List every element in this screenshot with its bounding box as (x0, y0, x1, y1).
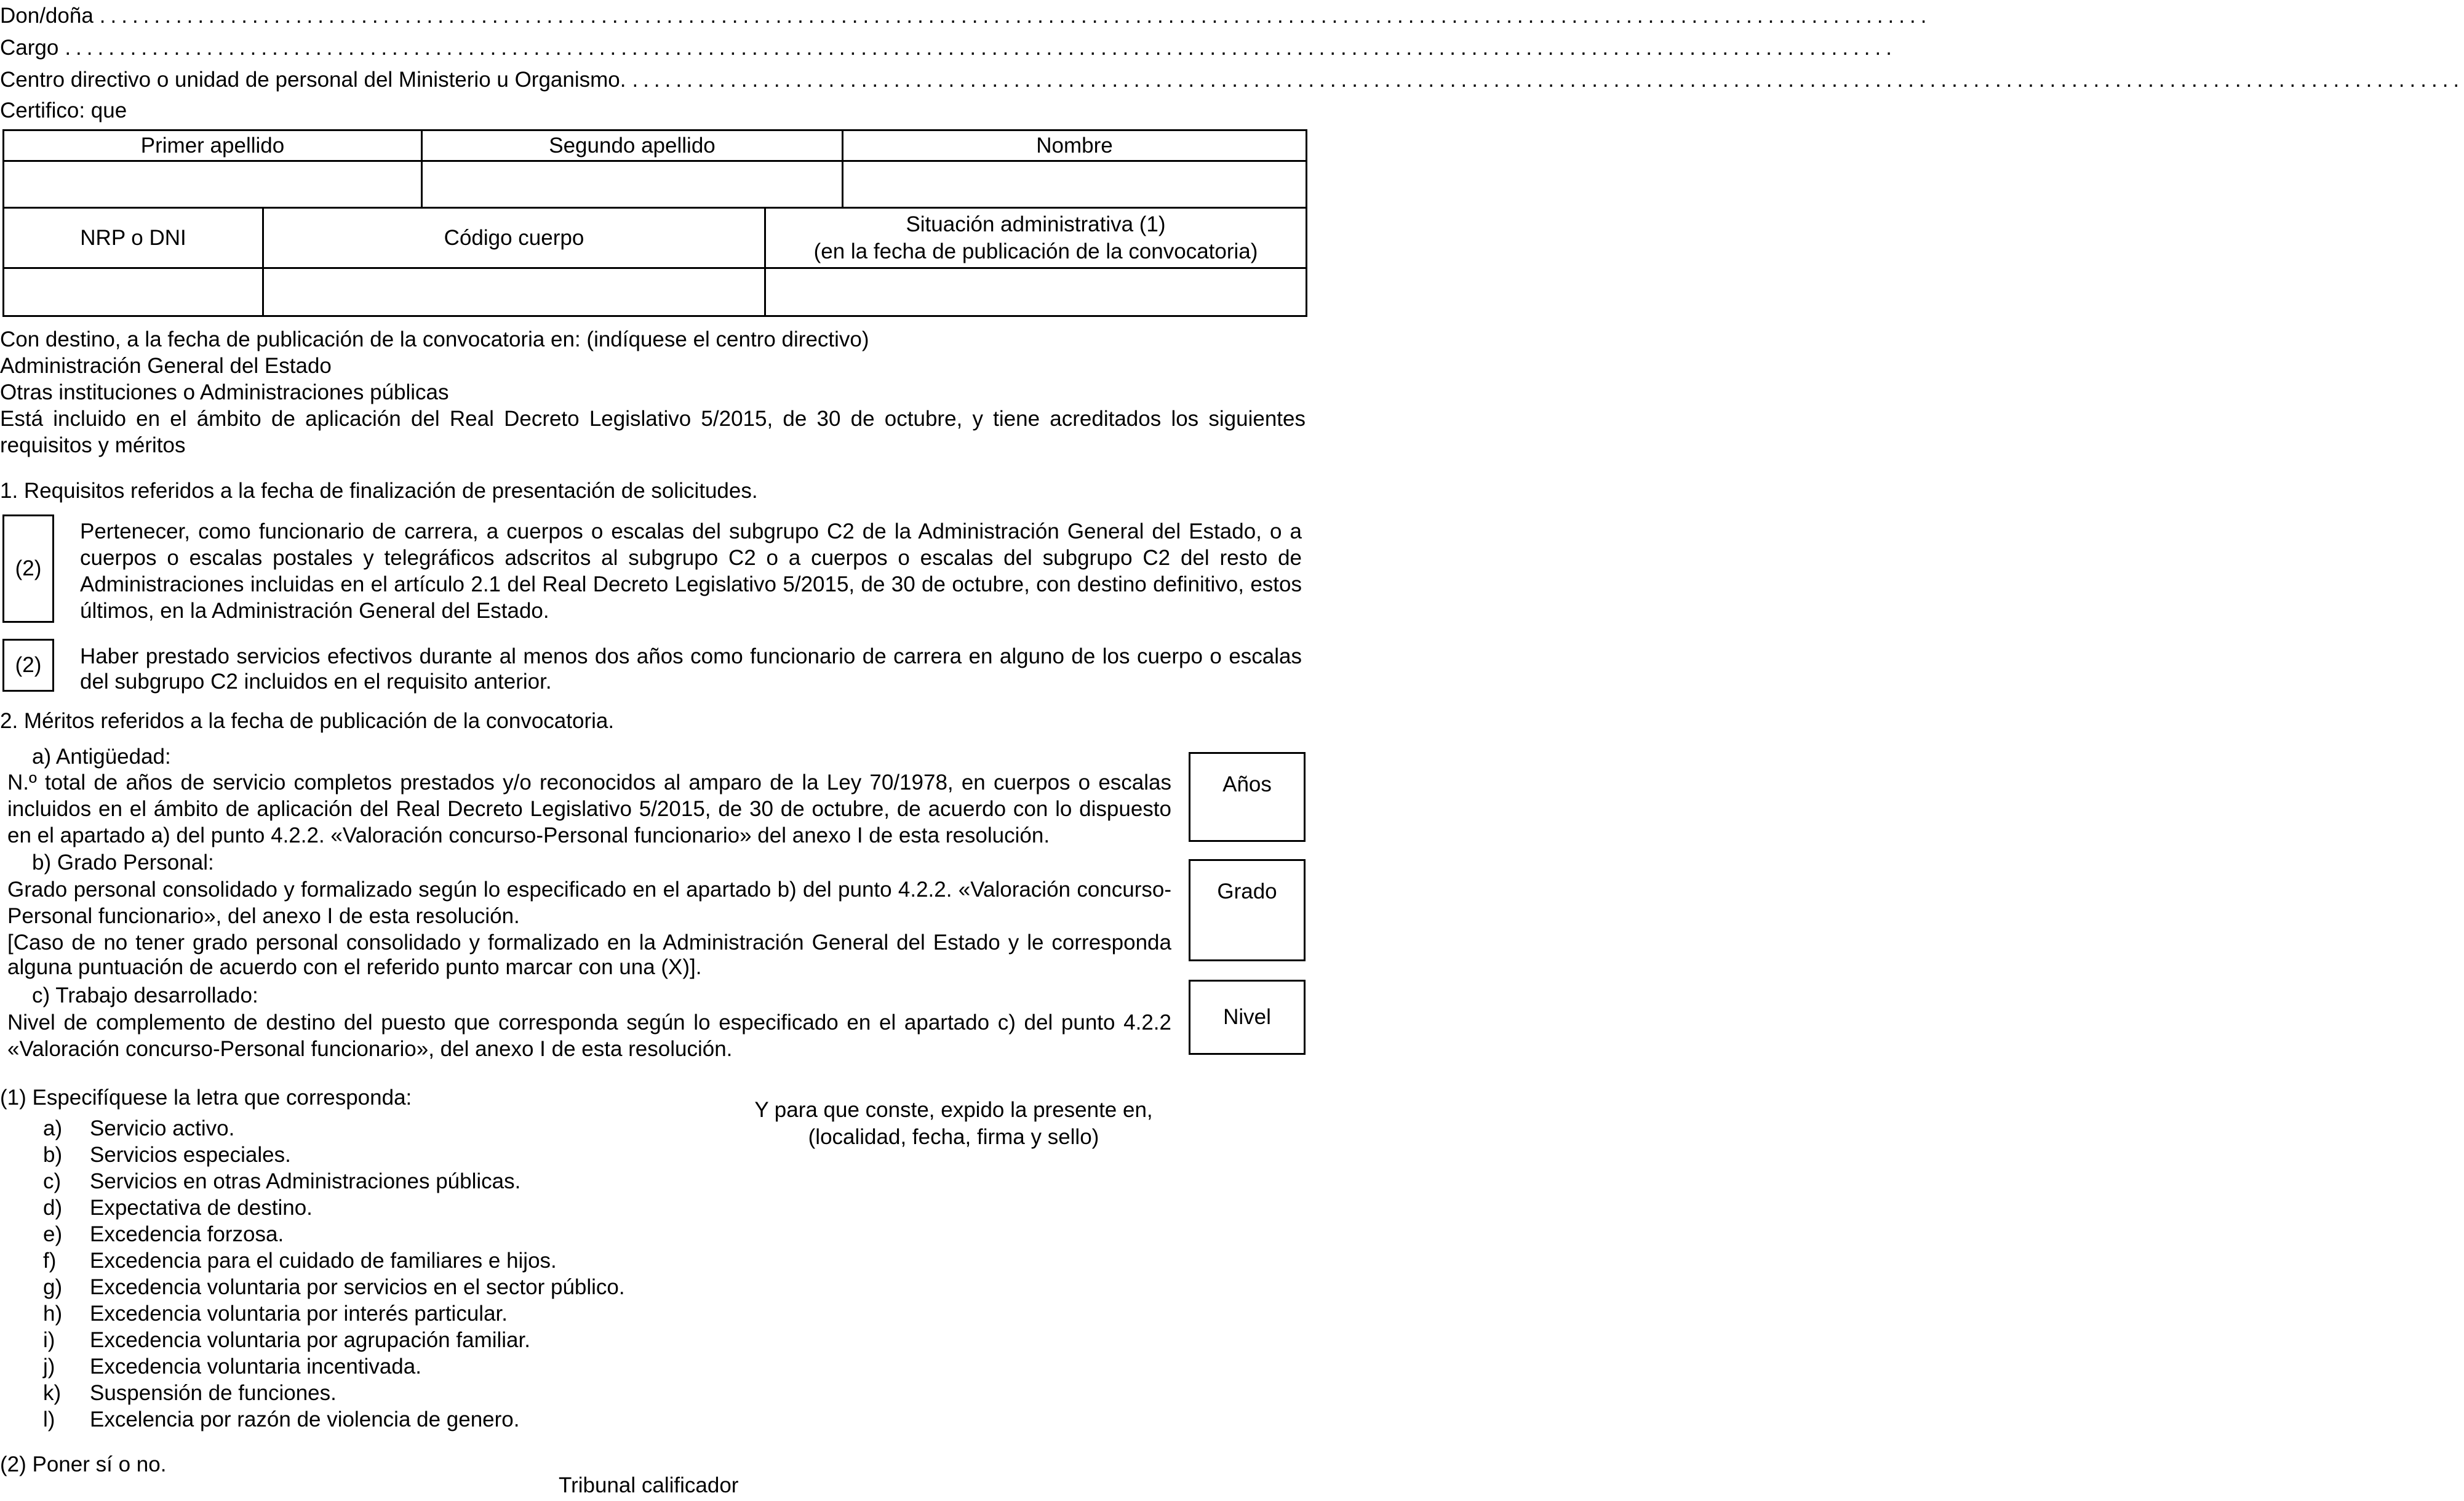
situacion-option (43, 1115, 234, 1142)
header-nrp-dni: NRP o DNI (4, 208, 263, 268)
situacion-option (43, 1221, 284, 1248)
situacion-option-text: Servicios especiales. (90, 1143, 291, 1167)
meritos-title: 2. Méritos referidos a la fecha de publicación de la convocatoria. (0, 709, 615, 733)
situacion-option-letter: g) (43, 1275, 63, 1299)
header-codigo-cuerpo: Código cuerpo (263, 208, 765, 268)
destino-line3: Otras instituciones o Administraciones públicas (0, 380, 449, 404)
situacion-option-text: Excedencia voluntaria incentivada. (90, 1355, 421, 1379)
cargo-line (0, 34, 1897, 62)
names-table (2, 129, 1307, 209)
certifico-text: Certifico: que (0, 98, 127, 122)
closing-block (677, 1097, 1230, 1151)
requisito1-text: Pertenecer, como funcionario de carrera, a cuerpos o escalas del subgrupo C2 de la Administración General del Estado, o a cuerpos o escalas postales y telegráficos adscritos al subgrupo C2 o a cuerpos o escalas del subgrupo C2 del resto de Administraciones incluidas en el artículo 2.1 del Real Decreto Legislativo 5/2015, de 30 de octubre, con destino definitivo, estos últimos, en la Administración General del Estado. (80, 519, 1302, 623)
closing-line1: Y para que conste, expido la presente en, (754, 1098, 1153, 1122)
don-label: Don/doña (0, 4, 94, 28)
cell-primer-apellido[interactable] (4, 161, 422, 208)
requisito2-box[interactable] (2, 639, 54, 692)
situacion-option (43, 1300, 508, 1327)
situacion-option-letter: b) (43, 1143, 63, 1167)
situacion-option-text: Servicios en otras Administraciones públicas. (90, 1169, 521, 1193)
situacion-option (43, 1327, 530, 1354)
situacion-line2: (en la fecha de publicación de la convocatoria) (813, 239, 1258, 263)
situacion-option-text: Servicio activo. (90, 1116, 235, 1140)
situacion-option-letter: c) (43, 1169, 62, 1193)
note1-title: (1) Especifíquese la letra que corresponda: (0, 1086, 412, 1110)
situacion-option (43, 1353, 421, 1380)
situacion-option-letter: j) (43, 1355, 55, 1379)
situacion-option-text: Excedencia voluntaria por interés particular. (90, 1302, 508, 1326)
anos-label: Años (1222, 772, 1272, 796)
situacion-option-text: Excedencia para el cuidado de familiares e hijos. (90, 1249, 557, 1273)
header-situacion-administrativa (765, 208, 1307, 268)
grado-label: Grado (1217, 879, 1277, 903)
header-nombre: Nombre (843, 130, 1307, 161)
destino-line2: Administración General del Estado (0, 354, 332, 378)
cell-nombre[interactable] (843, 161, 1307, 208)
situacion-option-text: Suspensión de funciones. (90, 1381, 337, 1405)
situacion-option-letter: a) (43, 1116, 63, 1140)
situacion-line1: Situación administrativa (1) (906, 212, 1166, 236)
note2: (2) Poner sí o no. (0, 1452, 167, 1476)
situacion-option (43, 1142, 291, 1169)
situacion-option-letter: h) (43, 1302, 63, 1326)
requisito1-box-label: (2) (15, 556, 42, 581)
don-fill-dots[interactable]: ........................................................................................................................................................................ (99, 4, 1932, 28)
destino-block (0, 326, 1306, 458)
situacion-option (43, 1247, 557, 1275)
centro-label: Centro directivo o unidad de personal del Ministerio u Organismo. (0, 68, 626, 92)
tribunal-label: Tribunal calificador (559, 1473, 739, 1497)
antiguedad-text: N.º total de años de servicio completos prestados y/o reconocidos al amparo de la Ley 70/1978, en cuerpos o escalas incluidos en el ámbito de aplicación del Real Decreto Legislativo 5/2015, de 30 de octubre, de acuerdo con lo dispuesto en el apartado a) del punto 4.2.2. «Valoración concurso-Personal funcionario» del anexo I de esta resolución. (7, 771, 1171, 847)
anos-box[interactable] (1189, 752, 1306, 842)
trabajo-text: Nivel de complemento de destino del puesto que corresponda según lo especificado en el apartado c) del punto 4.2.2 «Valoración concurso-Personal funcionario», del anexo I de esta resolución. (7, 1011, 1171, 1061)
requisitos-title: 1. Requisitos referidos a la fecha de finalización de presentación de solicitudes. (0, 479, 758, 503)
header-primer-apellido: Primer apellido (4, 130, 422, 161)
nivel-label: Nivel (1223, 1005, 1271, 1030)
situacion-option (43, 1168, 520, 1195)
situacion-option-letter: i) (43, 1328, 55, 1352)
grado-title: b) Grado Personal: (32, 851, 214, 875)
don-line (0, 2, 1932, 30)
cell-situacion[interactable] (765, 268, 1307, 316)
centro-fill-dots[interactable]: ........................................................................................................................................................................ (632, 68, 2464, 92)
situacion-option-text: Excedencia voluntaria por servicios en el sector público. (90, 1275, 625, 1299)
cargo-label: Cargo (0, 36, 59, 60)
situacion-option-text: Expectativa de destino. (90, 1196, 313, 1220)
situacion-option (43, 1380, 337, 1407)
nivel-box[interactable] (1189, 980, 1306, 1055)
trabajo-title: c) Trabajo desarrollado: (32, 983, 258, 1007)
destino-line4: Está incluido en el ámbito de aplicación del Real Decreto Legislativo 5/2015, de 30 de octubre, y tiene acreditados los siguientes requisitos y méritos (0, 407, 1306, 457)
requisito2-text: Haber prestado servicios efectivos durante al menos dos años como funcionario de carrera en alguno de los cuerpo o escalas del subgrupo C2 incluidos en el requisito anterior. (80, 644, 1302, 694)
centro-line (0, 66, 2464, 94)
requisito2-box-label: (2) (15, 653, 42, 678)
cell-segundo-apellido[interactable] (422, 161, 843, 208)
situacion-option (43, 1406, 520, 1433)
grado-text: Grado personal consolidado y formalizado según lo especificado en el apartado b) del punto 4.2.2. «Valoración concurso-Personal funcionario», del anexo I de esta resolución. (7, 878, 1171, 928)
requisito1-box[interactable] (2, 514, 54, 623)
identity-table (2, 207, 1307, 317)
situacion-option-letter: d) (43, 1196, 63, 1220)
header-segundo-apellido: Segundo apellido (422, 130, 843, 161)
situacion-option-text: Excedencia voluntaria por agrupación familiar. (90, 1328, 530, 1352)
situacion-option-letter: k) (43, 1381, 62, 1405)
cell-nrp-dni[interactable] (4, 268, 263, 316)
grado-text-note: [Caso de no tener grado personal consolidado y formalizado en la Administración General del Estado y le corresponda alguna puntuación de acuerdo con el referido punto marcar con una (X)]. (7, 931, 1171, 979)
situacion-option-letter: e) (43, 1222, 63, 1246)
closing-line2: (localidad, fecha, firma y sello) (808, 1124, 1099, 1149)
antiguedad-title: a) Antigüedad: (32, 745, 171, 769)
situacion-option-letter: f) (43, 1249, 57, 1273)
grado-box[interactable] (1189, 859, 1306, 961)
situacion-option-text: Excedencia forzosa. (90, 1222, 284, 1246)
situacion-option (43, 1274, 625, 1301)
situacion-option-text: Excelencia por razón de violencia de genero. (90, 1407, 520, 1431)
situacion-option (43, 1195, 313, 1222)
situacion-option-letter: l) (43, 1407, 55, 1431)
destino-line1: Con destino, a la fecha de publicación de la convocatoria en: (indíquese el centro directivo) (0, 327, 869, 351)
cell-codigo-cuerpo[interactable] (263, 268, 765, 316)
cargo-fill-dots[interactable]: ........................................................................................................................................................................ (65, 36, 1897, 60)
